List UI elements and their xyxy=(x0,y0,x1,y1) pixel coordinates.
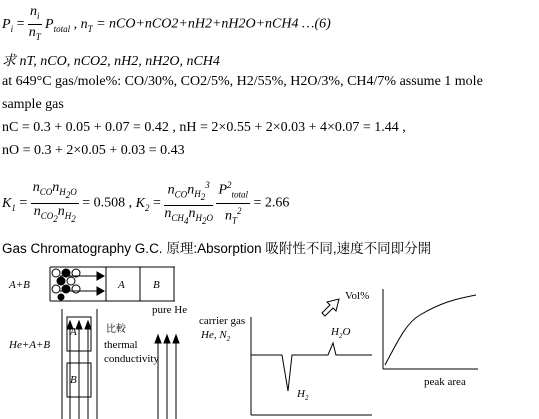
eq-fraction: $\frac{n_i}{n_T}$ xyxy=(28,4,41,42)
peak-area-label: peak area xyxy=(424,376,466,388)
thermal-label: thermal xyxy=(104,339,138,351)
carrier-gases-label: He, $N_2$ xyxy=(201,329,231,343)
k1-label: $K_1$ xyxy=(2,195,16,213)
h2-label: $H_2$ xyxy=(297,388,309,402)
condition-line-2: sample gas xyxy=(2,97,64,112)
box-a-label: A xyxy=(118,279,125,291)
k2-fraction-1: $\frac{n_{CO}n_{H_2}^3}{n_{CH_4}n_{H_2O}}$ xyxy=(164,180,213,226)
gc-heading: Gas Chromatography G.C. 原理:Absorption 吸附性不同,速度不同即分開 xyxy=(2,241,432,256)
k2-value: = 2.66 xyxy=(253,195,290,211)
condition-line-1: at 649°C gas/mole%: CO/30%, CO2/5%, H2/55%, H2O/3%, CH4/7% assume 1 mole xyxy=(2,74,483,89)
hollow-arrow-icon xyxy=(322,299,339,316)
compare-label: 比較 xyxy=(106,324,126,335)
label-heab: He+A+B xyxy=(9,339,51,351)
k2-label: $K_2$ xyxy=(135,195,150,213)
k2-fraction-2: $\frac{P^2_{total}}{n_T^2}$ xyxy=(218,180,249,226)
carrier-gas-label: carrier gas xyxy=(199,315,246,327)
upward-arrows xyxy=(67,321,179,419)
col-b-label: B xyxy=(70,374,77,386)
packing-particles xyxy=(52,269,80,300)
conductivity-label: conductivity xyxy=(104,353,159,365)
balance-line-1: nC = 0.3 + 0.05 + 0.07 = 0.42 , nH = 2×0.55 + 2×0.03 + 4×0.07 = 1.44 , xyxy=(2,120,406,135)
h2o-label: $H_2O$ xyxy=(331,326,351,340)
gc-diagram xyxy=(0,259,539,419)
k1-fraction: $\frac{n_{CO}n_{H_2O}}{n_{CO_2}n_{H_2}}$ xyxy=(32,180,77,224)
k-equations: $K_1$ = $\frac{n_{CO}n_{H_2O}}{n_{CO_2}n_{H_2}}$ = 0.508 , $K_2$ = $\frac{n_{CO}n_{H_2}^3}{n_{CH_4}n_{H_2O}}$ $\frac{P^2_{total}}{n_T^2}$ = 2.66 xyxy=(2,178,289,229)
box-b-label: B xyxy=(153,279,160,291)
calibration-plot xyxy=(383,289,478,369)
eq-sum: = nCO+nCO2+nH2+nH2O+nCH4 …(6) xyxy=(96,16,331,32)
label-ab: A+B xyxy=(9,279,30,291)
balance-line-2: nO = 0.3 + 2×0.05 + 0.03 = 0.43 xyxy=(2,143,185,158)
vol-label: Vol% xyxy=(345,290,370,302)
k1-value: = 0.508 xyxy=(82,195,126,211)
chromatogram xyxy=(251,317,372,415)
eq-lhs: $P_i$ xyxy=(2,16,14,34)
equation-6: $P_i$ = $\frac{n_i}{n_T}$ $P_{total}$ , $n_T = nCO+nCO2+nH2+nH2O+nCH4$ …(6) xyxy=(2,4,331,45)
col-a-label: A xyxy=(70,326,77,338)
find-line: 求 nT, nCO, nCO2, nH2, nH2O, nCH4 xyxy=(2,54,220,69)
pure-he-label: pure He xyxy=(152,304,188,316)
